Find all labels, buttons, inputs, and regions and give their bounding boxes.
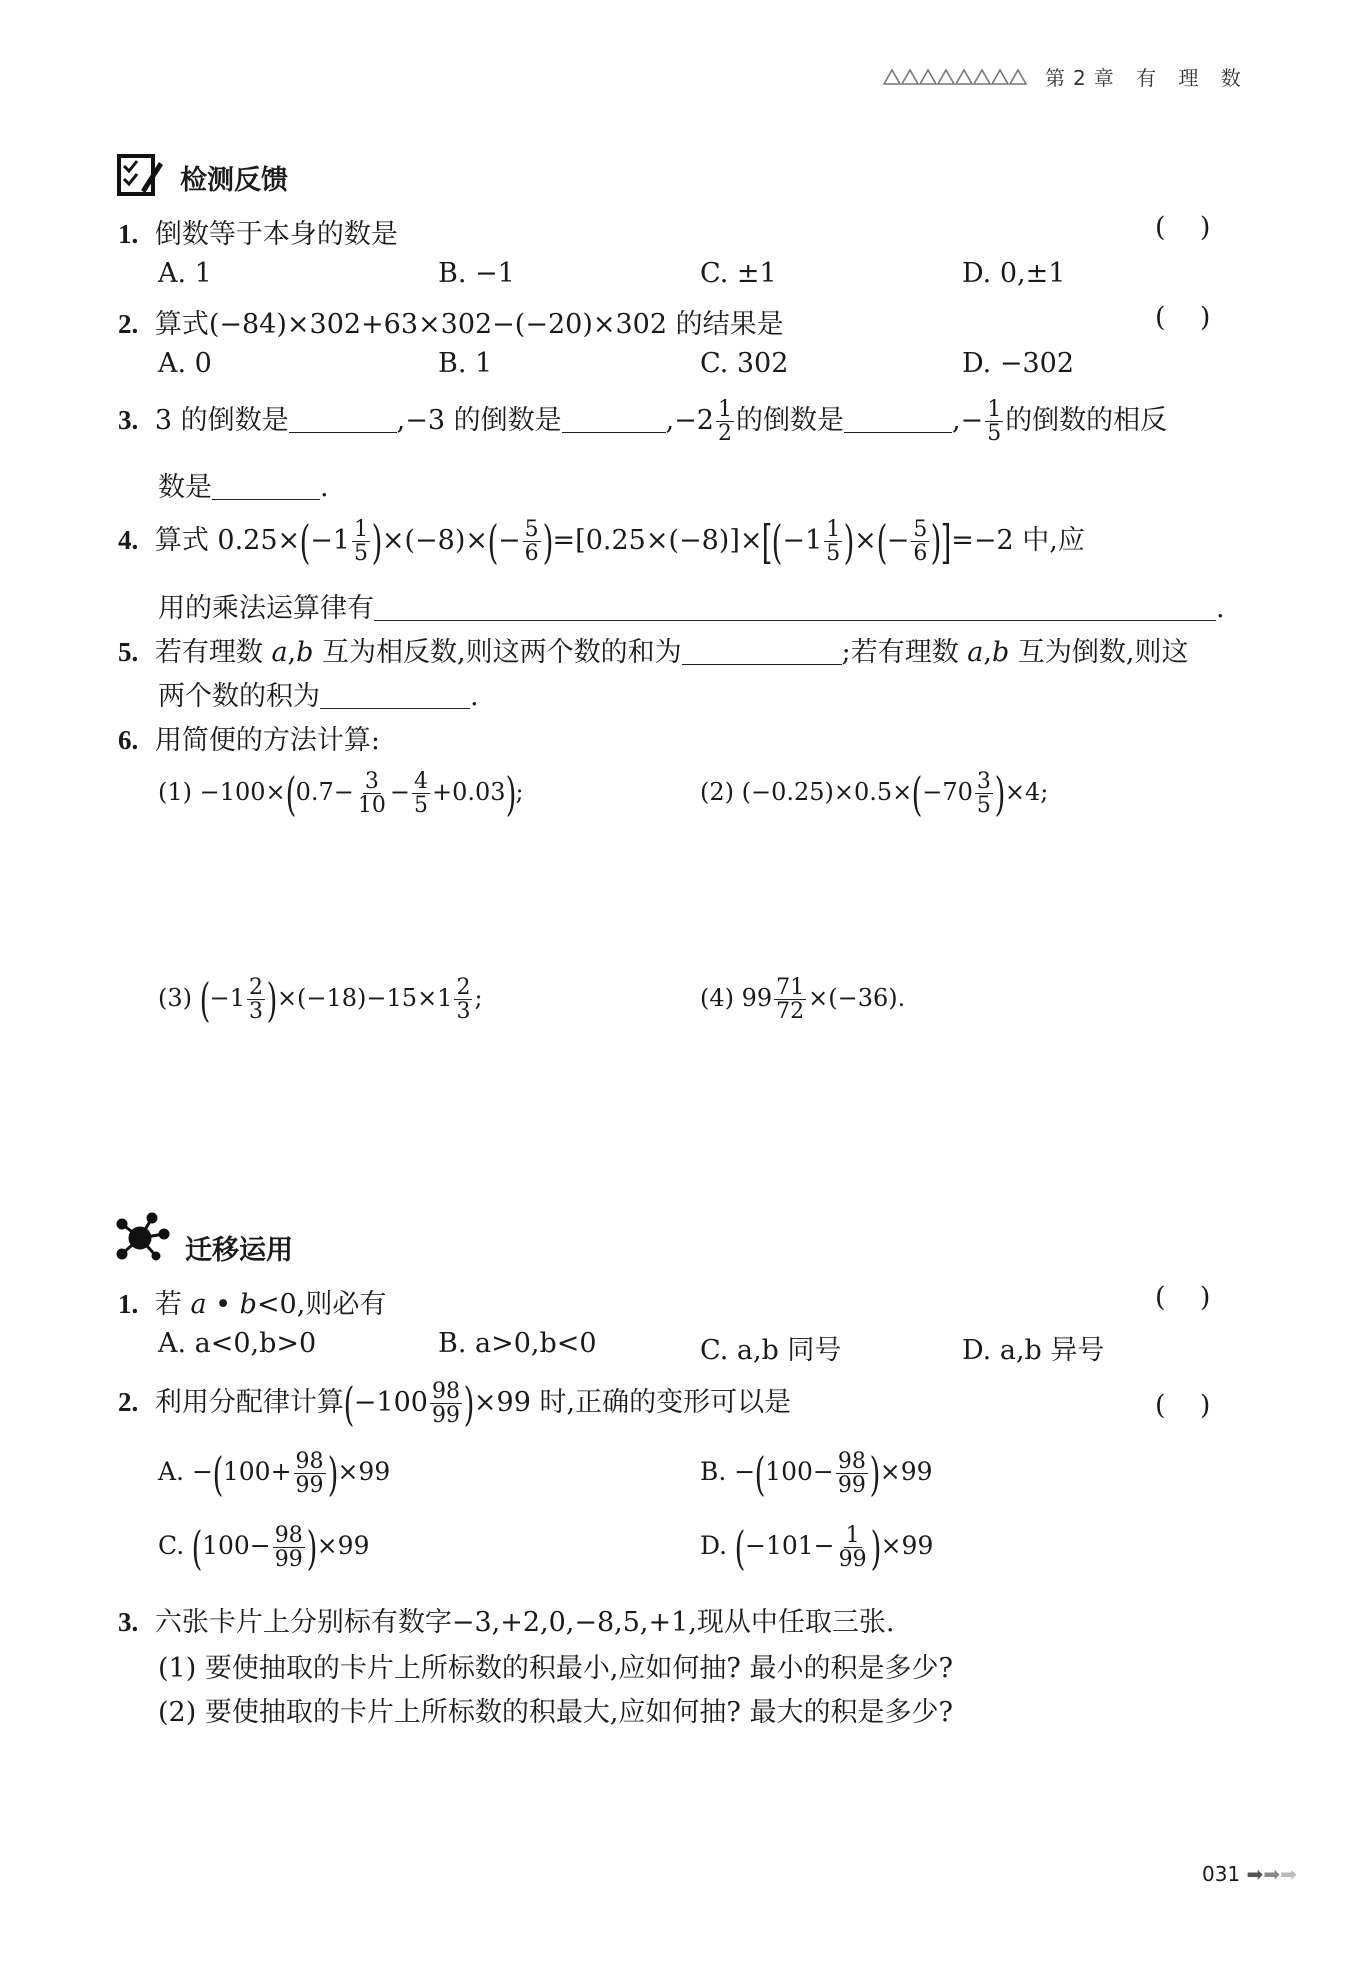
numerator: 4 [414,769,428,794]
expr-text: ×99 [316,1531,370,1561]
answer-blank[interactable] [289,406,397,433]
expr-text: −101− [745,1531,835,1561]
denominator: 6 [524,541,539,567]
question-text: 六张卡片上分别标有数字−3,+2,0,−8,5,+1,现从中任取三张. [154,1607,895,1638]
var-b: b [296,637,314,668]
fraction [975,770,993,817]
numerator: 2 [248,975,263,1000]
bracket-symbol: ] [940,514,952,569]
fraction [294,1450,326,1497]
option-b [700,1446,933,1501]
page-number-text: 031 [1202,1862,1241,1886]
answer-blank[interactable] [844,406,952,433]
denominator: 2 [717,421,732,447]
denominator: 99 [274,1547,303,1573]
paren-symbol: ( [191,1520,203,1575]
q3-text: . [320,472,329,503]
paren-symbol: ) [869,1446,881,1501]
s2-q2-stem [118,1376,792,1431]
q3-text: ,−3 的倒数是 [396,405,562,437]
q5-text: , [983,637,992,668]
q3-text: 的倒数的相反 [1005,405,1168,437]
q6-part2 [700,766,1049,821]
option-d: D. a,b 异号 [962,1335,1105,1366]
question-number: 5. [118,637,139,667]
q5-text: . [470,681,479,712]
q4-text: −1 [310,525,350,557]
arrow-right-icon: ➡ [1246,1862,1264,1886]
fraction [430,1380,462,1427]
option-label: A. − [158,1457,213,1487]
option-a: A. a<0,b>0 [158,1328,317,1359]
q3-text: 3 的倒数是 [154,405,289,437]
fraction [985,398,1003,445]
part-label: (1) −100× [158,778,286,807]
question-text: <0,则必有 [256,1289,387,1320]
expr-text: −70 [922,778,973,807]
fraction [774,976,806,1023]
paren-symbol: ( [212,1446,224,1501]
option-b: B. −1 [438,258,515,289]
numerator: 5 [913,517,928,542]
paren-symbol: ) [371,514,383,569]
answer-blank[interactable] [562,406,666,433]
expr-text: ×99 [879,1457,933,1487]
denominator: 99 [838,1547,867,1573]
s2-q3-stem [118,1600,894,1639]
expr-text: 100− [202,1531,271,1561]
checklist-icon [115,150,165,204]
fraction [352,518,370,565]
q4-text: 用的乘法运算律有 [158,593,374,624]
answer-paren: ( ) [1155,212,1211,243]
q5-text: 互为倒数,则这 [1009,637,1189,668]
q3-text: ,− [951,405,984,437]
numerator: 98 [274,1523,303,1548]
paren-symbol: ( [876,514,888,569]
option-c: C. a,b 同号 [700,1335,842,1366]
paren-symbol: ( [285,766,297,821]
denominator: 99 [431,1403,460,1429]
question-number: 1. [118,1289,139,1319]
fraction [837,1524,869,1571]
denominator: 10 [357,793,386,819]
paren-symbol: ) [266,972,278,1027]
fraction [836,1450,868,1497]
option-b: B. 1 [438,348,493,379]
fraction [716,398,734,445]
numerator: 1 [717,397,732,422]
numerator: 1 [845,1523,860,1548]
option-a: A. 0 [158,348,212,379]
q2-stem [118,302,784,341]
option-label: C. [158,1531,185,1561]
fraction [273,1524,305,1571]
numerator: 98 [837,1449,866,1474]
q4-line1 [118,514,1085,569]
option-d: D. 0,±1 [962,258,1066,289]
question-number: 3. [118,405,139,436]
fraction [523,518,541,565]
page-number [1202,1862,1297,1886]
var-b: b [992,637,1010,668]
q5-text: 若有理数 [154,637,272,668]
denominator: 5 [987,421,1002,447]
section-title-feedback: 检测反馈 [180,165,288,196]
numerator: 71 [776,975,805,1000]
q4-text: =−2 中,应 [951,525,1085,557]
paren-symbol: ) [463,1376,475,1431]
paren-symbol: ) [542,514,553,569]
paren-symbol: ( [754,1446,766,1501]
s2-q3-sub1: (1) 要使抽取的卡片上所标数的积最小,应如何抽? 最小的积是多少? [158,1653,953,1684]
q5-text: , [287,637,297,668]
var-b: b [239,1289,257,1320]
numerator: 98 [295,1449,324,1474]
numerator: 3 [976,769,991,794]
q6-stem [118,718,380,757]
expr-text: 0.7− [295,778,354,807]
option-c: C. ±1 [700,258,777,289]
answer-blank[interactable] [682,638,842,665]
numerator: 1 [353,517,368,542]
arrow-right-icon: ➡ [1280,1862,1297,1886]
denominator: 5 [826,541,841,567]
paren-symbol: ) [306,1520,318,1575]
expr-text: − [389,778,410,807]
s2-q1-stem [118,1282,386,1321]
fraction [824,518,842,565]
question-text: • [206,1289,240,1320]
q4-text: × [854,525,877,557]
option-a [158,1446,391,1501]
question-text: 用简便的方法计算: [154,725,380,756]
var-a: a [271,637,288,668]
option-b: B. a>0,b<0 [438,1328,597,1359]
paren-symbol: ( [487,514,499,569]
q4-text: −1 [782,525,823,557]
denominator: 6 [913,541,928,567]
denominator: 3 [248,999,263,1025]
fraction [412,770,430,817]
question-text: 倒数等于本身的数是 [154,219,398,250]
q1-stem [118,212,398,251]
numerator: 3 [364,769,379,794]
q5-text: ;若有理数 [841,637,968,668]
q3-text: 的倒数是 [735,405,844,437]
numerator: 98 [431,1379,460,1404]
part-label: (3) [158,984,192,1013]
denominator: 99 [837,1473,866,1499]
expr-text: −1 [209,984,245,1013]
q6-part1 [158,766,524,821]
fraction [247,976,265,1023]
expr-text: ×99 [880,1531,934,1561]
expr-text: +0.03 [432,778,506,807]
q4-text: 算式 0.25× [154,525,301,557]
q3-line2 [158,465,329,504]
expr-text: ×(−36). [808,984,906,1013]
expr-text: ; [474,984,483,1013]
paren-symbol: ) [994,766,1006,821]
paren-symbol: ) [843,514,855,569]
s2-q3-sub2: (2) 要使抽取的卡片上所标数的积最大,应如何抽? 最大的积是多少? [158,1697,953,1728]
question-number: 3. [118,1607,139,1637]
denominator: 5 [976,793,991,819]
var-a: a [190,1289,207,1320]
answer-paren: ( ) [1155,1282,1211,1313]
expr-text: −100 [353,1387,428,1419]
paren-symbol: ( [343,1376,355,1431]
q4-text: =[0.25×(−8)]× [552,525,763,557]
denominator: 5 [353,541,368,567]
numerator: 1 [987,397,1002,422]
paren-symbol: ( [199,972,211,1027]
paren-symbol: ( [299,514,311,569]
question-number: 2. [118,309,139,339]
question-text: ×99 时,正确的变形可以是 [473,1387,792,1419]
paren-symbol: ( [911,766,923,821]
q3-text: 数是 [158,472,212,503]
numerator: 2 [456,975,471,1000]
option-a: A. 1 [158,258,212,289]
question-text: 若 [154,1289,191,1320]
chapter-header: 第2章 有 理 数 [1045,66,1249,90]
question-number: 4. [118,525,139,556]
q5-line1 [118,630,1188,669]
question-number: 6. [118,725,139,755]
expr-text: ; [515,778,524,807]
answer-paren: ( ) [1155,302,1211,333]
expr-text: ×4; [1004,778,1049,807]
question-text: 算式(−84)×302+63×302−(−20)×302 的结果是 [154,309,784,340]
q4-text: . [1216,593,1225,624]
answer-blank[interactable] [374,594,1216,621]
option-d: D. −302 [962,348,1075,379]
expr-text: ×(−18)−15×1 [276,984,453,1013]
paren-symbol: ( [734,1520,746,1575]
paren-symbol: ) [505,766,516,821]
q4-text: ×(−8)× [381,525,489,557]
paren-symbol: ) [930,514,942,569]
q3-text: ,−2 [665,405,714,437]
answer-paren: ( ) [1155,1390,1211,1421]
part-label: (4) 99 [700,984,773,1013]
expr-text: 100− [765,1457,834,1487]
expr-text: ×99 [337,1457,391,1487]
question-number: 1. [118,219,139,249]
option-label: B. − [700,1457,756,1487]
question-number: 2. [118,1387,139,1418]
option-c: C. 302 [700,348,789,379]
q5-text: 互为相反数,则这两个数的和为 [313,637,682,668]
var-a: a [967,637,984,668]
denominator: 99 [295,1473,324,1499]
q3-line1 [118,398,1167,445]
q4-text: − [886,525,910,557]
answer-blank[interactable] [320,682,470,709]
q4-line2 [158,586,1225,625]
fraction [356,770,388,817]
arrow-right-icon: ➡ [1263,1862,1281,1886]
paren-symbol: ) [870,1520,882,1575]
section-title-transfer: 迁移运用 [185,1235,293,1266]
paren-symbol: ( [772,514,783,569]
part-label: (2) (−0.25)×0.5× [700,778,913,807]
numerator: 5 [524,517,539,542]
q6-part4 [700,976,905,1023]
q5-text: 两个数的积为 [158,681,320,712]
option-label: D. [700,1531,728,1561]
bracket-symbol: [ [762,514,773,569]
answer-blank[interactable] [212,473,320,500]
fraction [454,976,472,1023]
expr-text: 100+ [222,1457,292,1487]
q4-text: − [497,525,521,557]
paren-symbol: ) [327,1446,338,1501]
fraction [911,518,929,565]
q6-part3 [158,972,483,1027]
denominator: 72 [776,999,805,1025]
header-decoration [882,64,1032,92]
question-text: 利用分配律计算 [154,1387,344,1419]
denominator: 5 [414,793,428,819]
numerator: 1 [826,517,841,542]
denominator: 3 [456,999,471,1025]
network-icon [112,1212,172,1266]
option-d [700,1520,934,1575]
q5-line2 [158,674,479,713]
option-c [158,1520,370,1575]
